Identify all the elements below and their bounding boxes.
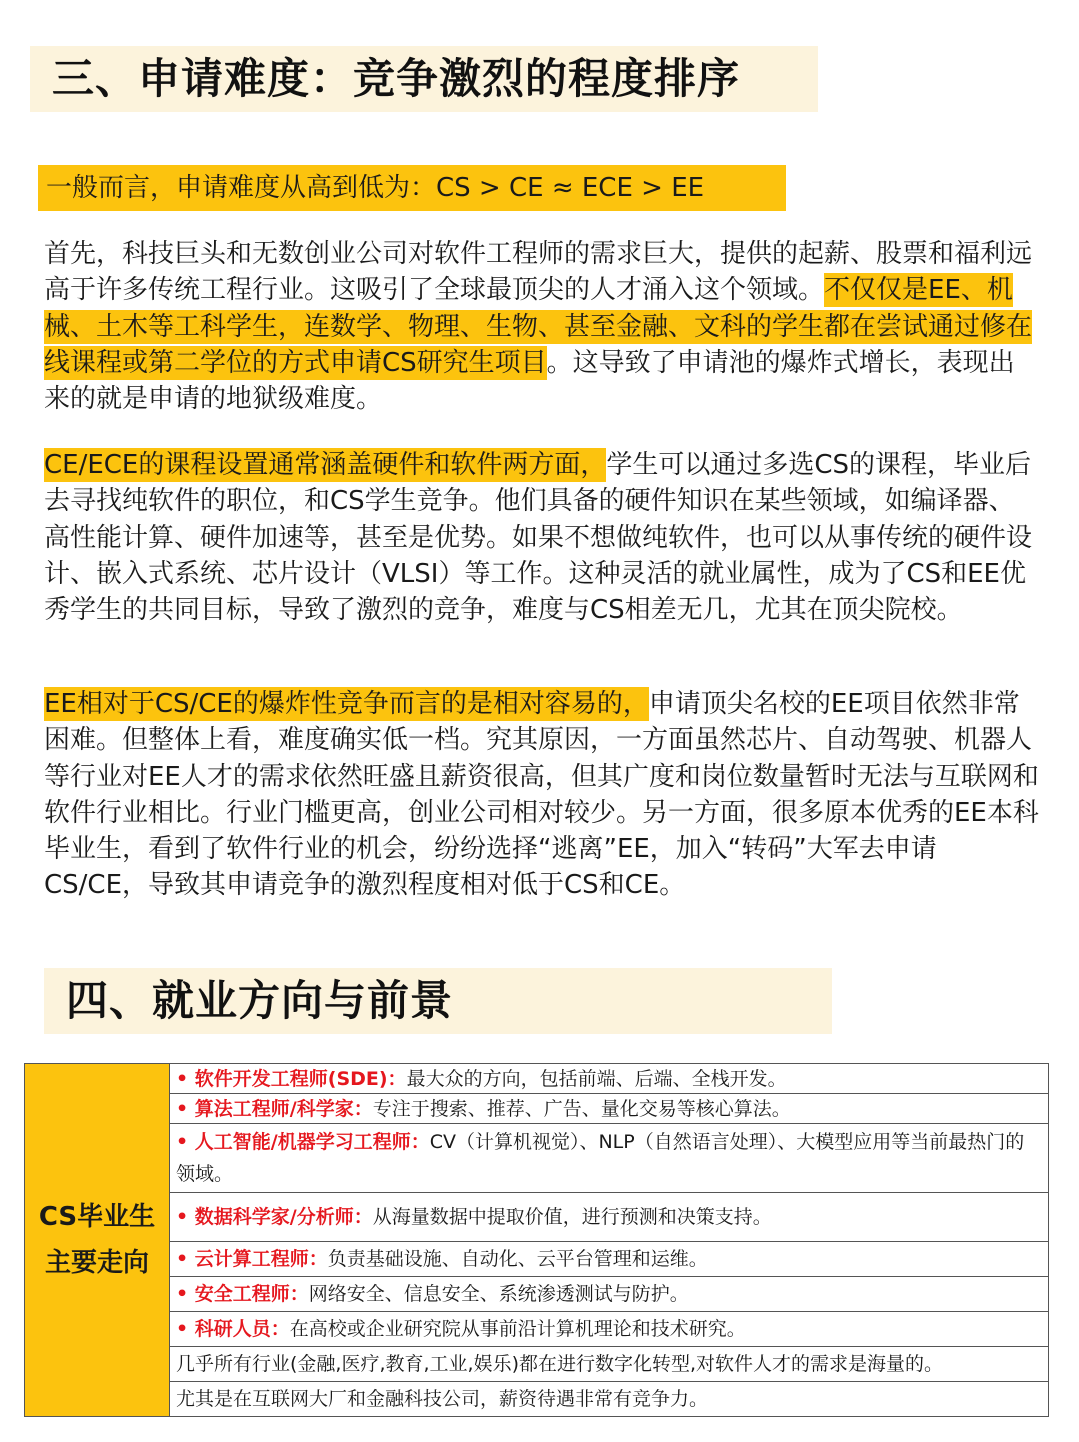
career-item — [170, 1193, 1049, 1242]
table-row — [25, 1277, 1049, 1312]
paragraph-text: 申请顶尖名校的EE项目依然非常困难。但整体上看，难度确实低一档。究其原因，一方面虽然芯片、自动驾驶、机器人等行业对EE人才的需求依然旺盛且薪资很高，但其广度和岗位数量暂时无法与互联网和软件行业相比。行业门槛更高，创业公司相对较少。另一方面，很多原本优秀的EE本科毕业生，看到了软件行业的机会，纷纷选择“逃离”EE，加入“转码”大军去申请CS/CE，导致其申请竞争的激烈程度相对低于CS和CE。 — [44, 689, 1039, 901]
career-item — [170, 1064, 1049, 1094]
highlighted-text: EE相对于CS/CE的爆炸性竞争而言的是相对容易的， — [44, 689, 649, 719]
career-item — [170, 1312, 1049, 1347]
table-row — [25, 1094, 1049, 1124]
table-row — [25, 1242, 1049, 1277]
label-line: CS毕业生 — [38, 1202, 156, 1232]
section-3-title: 三、申请难度：竞争激烈的程度排序 — [30, 46, 818, 112]
table-row — [25, 1347, 1049, 1382]
role-desc: 从海量数据中提取价值，进行预测和决策支持。 — [372, 1206, 772, 1228]
role-desc: CV（计算机视觉）、NLP（自然语言处理）、大模型应用等当前最热门的领域。 — [176, 1131, 1025, 1185]
role-name: • 科研人员： — [176, 1318, 290, 1340]
table-row — [25, 1064, 1049, 1094]
paragraph-text: 首先，科技巨头和无数创业公司对软件工程师的需求巨大，提供的起薪、股票和福利远高于许多传统工程行业。这吸引了全球最顶尖的人才涌入这个领域。 — [44, 239, 1033, 306]
role-desc: 负责基础设施、自动化、云平台管理和运维。 — [327, 1248, 708, 1270]
career-item — [170, 1094, 1049, 1124]
role-desc: 最大众的方向，包括前端、后端、全栈开发。 — [406, 1067, 787, 1090]
role-name: • 人工智能/机器学习工程师： — [176, 1131, 430, 1153]
role-desc: 专注于搜索、推荐、广告、量化交易等核心算法。 — [372, 1097, 791, 1120]
paragraph-ee — [44, 686, 1039, 904]
section-4-title: 四、就业方向与前景 — [44, 968, 832, 1034]
role-name: • 算法工程师/科学家： — [176, 1097, 373, 1120]
table-row-label — [25, 1064, 170, 1417]
career-note: 尤其是在互联网大厂和金融科技公司，薪资待遇非常有竞争力。 — [170, 1382, 1049, 1417]
table-row — [25, 1193, 1049, 1242]
paragraph-cs-demand — [44, 236, 1039, 417]
table-row — [25, 1382, 1049, 1417]
career-item — [170, 1242, 1049, 1277]
label-line: 主要走向 — [44, 1248, 149, 1278]
career-item — [170, 1277, 1049, 1312]
career-item — [170, 1124, 1049, 1193]
highlighted-text: CE/ECE的课程设置通常涵盖硬件和软件两方面， — [44, 450, 607, 480]
role-name: • 数据科学家/分析师： — [176, 1206, 373, 1228]
role-desc: 网络安全、信息安全、系统渗透测试与防护。 — [308, 1283, 689, 1305]
role-name: • 云计算工程师： — [176, 1248, 328, 1270]
paragraph-text: 学生可以通过多选CS的课程，毕业后去寻找纯软件的职位，和CS学生竞争。他们具备的硬件知识在某些领域，如编译器、高性能计算、硬件加速等，甚至是优势。如果不想做纯软件，也可以从事传统的硬件设计、嵌入式系统、芯片设计（VLSI）等工作。这种灵活的就业属性，成为了CS和EE优秀学生的共同目标，导致了激烈的竞争，难度与CS相差无几，尤其在顶尖院校。 — [44, 450, 1033, 626]
difficulty-ranking-summary: 一般而言，申请难度从高到低为：CS > CE ≈ ECE > EE — [38, 165, 786, 211]
role-name: • 软件开发工程师(SDE)： — [176, 1067, 407, 1090]
career-note: 几乎所有行业(金融,医疗,教育,工业,娱乐)都在进行数字化转型,对软件人才的需求是海量的。 — [170, 1347, 1049, 1382]
role-desc: 在高校或企业研究院从事前沿计算机理论和技术研究。 — [289, 1318, 746, 1340]
paragraph-text: 。这导致了申请池的爆炸式增长，表现出来的就是申请的地狱级难度。 — [44, 347, 1015, 415]
role-name: • 安全工程师： — [176, 1283, 309, 1305]
table-row — [25, 1124, 1049, 1193]
paragraph-ce-ece — [44, 447, 1039, 628]
highlighted-text: 不仅仅是EE、机械、土木等工科学生，连数学、物理、生物、甚至金融、文科的学生都在尝试通过修在线课程或第二学位的方式申请CS研究生项目 — [44, 275, 1033, 378]
table-row — [25, 1312, 1049, 1347]
cs-career-table — [24, 1063, 1049, 1417]
